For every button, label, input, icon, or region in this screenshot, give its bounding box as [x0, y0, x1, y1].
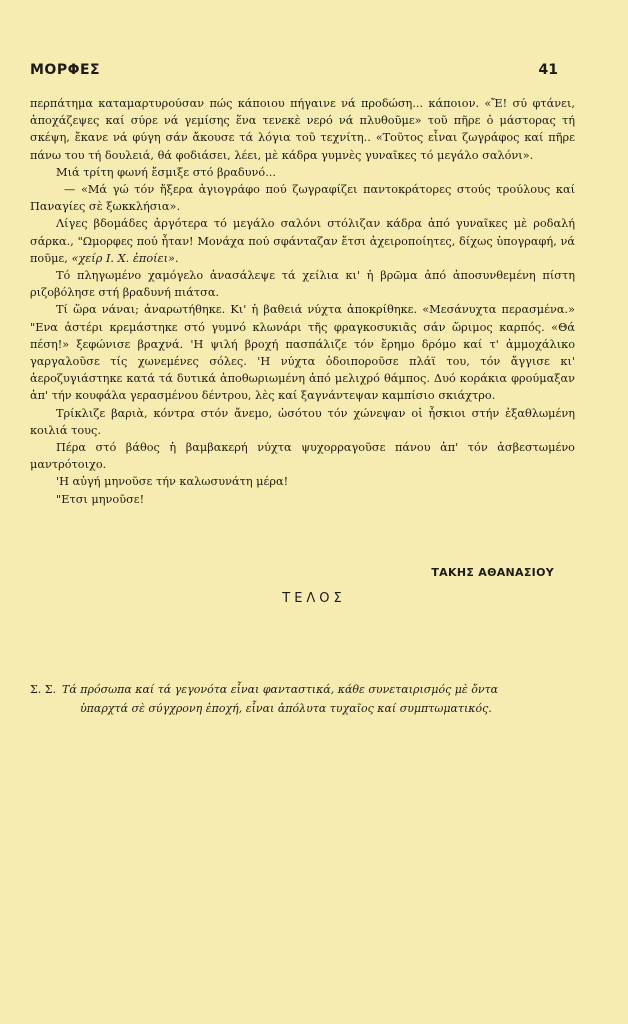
text-run: Τό πληγωμένο χαμόγελο ἀνασάλεψε τά χείλια κι' ἡ βρῶμα ἀπό ἀποσυνθεμένη πίστη ριζοβόλησε στή βραδυνή πιάτσα. [30, 269, 575, 300]
paragraph [30, 301, 575, 404]
paragraph [30, 215, 575, 267]
editor-footnote [30, 680, 575, 718]
page-number: 41 [538, 62, 558, 78]
text-run: περπάτημα καταμαρτυρούσαν πώς κάποιου πήγαινε νά προδώση... κάποιον. «Ἔ! σύ φτάνει, ἀποχάζεψες καί σύρε νά γεμίσης ἕνα τενεκὲ νερό νά πλυθοῦμε» τοῦ πῆρε ὁ μάστορας τή σκέψη, ἔκανε νά φύγη σάν ἄκουσε τά λόγια τοῦ τεχνίτη.. «Τοῦτος εἶναι ζωγράφος καί πῆρε πάνω του τή δουλειά, θά φοδιάσει, λέει, μὲ κάδρα γυμνὲς γυναῖκες τό μεγάλο σαλόνι». [30, 97, 575, 162]
text-run: "Ετσι μηνοῦσε! [56, 492, 145, 506]
paragraph [30, 473, 575, 490]
text-run: Τί ὥρα νάναι; ἀναρωτήθηκε. Κι' ἡ βαθειά νύχτα ἀποκρίθηκε. «Μεσάνυχτα περασμένα.» "Ενα ἀστέρι κρεμάστηκε στό γυμνό κλωνάρι τῆς φραγκοσυκιᾶς σάν ὥριμος καρπός. «Θά πέση!» ξεφώνισε βραχνά. 'Η ψιλή βροχή πασπάλιζε τόν ἔρημο δρόμο καί τ' ἀμμοχάλικο γαργαλοῦσε τίς χωνεμένες σόλες. 'Η νύχτα ὁδοιποροῦσε πλάϊ του, τόν ἄγγισε κι' ἀεροζυγιάστηκε κατά τά δυτικά ἀποθωριωμένη ἀπό μελιχρό θάμπος. Δυό κοράκια φρούμαξαν ἀπ' τήν κουφάλα γερασμένου δέντρου, λὲς καί ξαγνάντεψαν καμπίσιο σκιάχτρο. [30, 303, 575, 403]
end-mark: ΤΕΛΟΣ [282, 591, 346, 606]
paragraph [30, 405, 575, 439]
text-run: Πέρα στό βάθος ἡ βαμβακερή νύχτα ψυχορραγοῦσε πάνου ἀπ' τόν ἀσβεστωμένο μαντρότοιχο. [30, 441, 575, 472]
author-signature: ΤΑΚΗΣ ΑΘΑΝΑΣΙΟΥ [431, 566, 554, 579]
paragraph [30, 491, 575, 508]
story-text [30, 95, 575, 508]
text-run: Λίγες βδομάδες ἀργότερα τό μεγάλο σαλόνι στόλιζαν κάδρα ἀπό γυναῖκες μὲ ροδαλή σάρκα., "Ωμορφες πού ἦταν! Μονάχα πού σφάνταζαν ἔτσι ἀχειροποίητες, δίχως ὑπογραφή, νά ποῦμε, [30, 217, 575, 265]
paragraph [30, 267, 575, 301]
footnote-line-2: ὑπαρχτά σὲ σύγχρονη ἐποχή, εἶναι ἀπόλυτα τυχαῖος καί συμπτωματικός. [80, 702, 492, 715]
text-run: — «Μά γώ τόν ἤξερα ἁγιογράφο πού ζωγραφίζει παντοκράτορες στούς τρούλους καί Παναγίες σὲ ξωκκλήσια». [30, 183, 575, 214]
text-run: . [174, 251, 179, 265]
journal-title: ΜΟΡΦΕΣ [30, 62, 101, 78]
footnote-label: Σ. Σ. [30, 683, 57, 696]
text-run: Τρίκλιζε βαριὰ, κόντρα στόν ἄνεμο, ὡσότου τόν χώνεψαν οἱ ἦσκιοι στήν ἐξαθλωμένη κοιλιά τους. [30, 406, 575, 437]
paragraph [30, 164, 575, 181]
paragraph [30, 95, 575, 164]
page-header [30, 62, 558, 80]
text-run: 'Η αὐγή μηνοῦσε τήν καλωσυνάτη μέρα! [56, 475, 289, 489]
text-run: Μιά τρίτη φωνή ἔσμιξε στό βραδυνό... [56, 165, 276, 179]
paragraph [30, 439, 575, 473]
footnote-line-1: Τά πρόσωπα καί τά γεγονότα εἶναι φανταστικά, κάθε συνεταιρισμός μὲ ὄντα [62, 683, 499, 696]
paragraph [30, 181, 575, 215]
italic-phrase: «χείρ Ι. Χ. ἐποίει» [71, 251, 175, 265]
